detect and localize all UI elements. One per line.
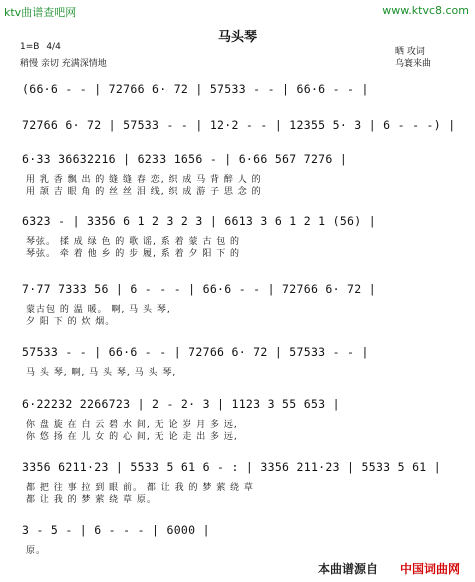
music-line: 72766 6· 72 | 57533 - - | 12·2 - - | 12355 5· 3 | 6 - - -) | [22, 118, 456, 132]
lyricist: 晒 攻词 [395, 47, 425, 57]
lyric-line: 你 悠 扬 在 儿 女 的 心 间, 无 论 走 出 多 远, [26, 432, 238, 442]
lyric-line: 都 让 我 的 梦 萦 绕 草 原。 [26, 495, 157, 505]
watermark-right: www.ktvc8.com [382, 4, 469, 17]
footer-source-site: 中国词曲网 [400, 562, 461, 576]
watermark-left: ktv曲谱查吧网 [4, 6, 77, 19]
lyric-line: 都 把 往 事 拉 到 眼 前。 都 让 我 的 梦 萦 绕 草 [26, 483, 254, 493]
music-line: 6·22232 2266723 | 2 - 2· 3 | 1123 3 55 653 | [22, 397, 340, 411]
lyric-line: 马 头 琴, 啊, 马 头 琴, 马 头 琴, [26, 368, 177, 378]
music-line: 6·33 36632216 | 6233 1656 - | 6·66 567 7276 | [22, 152, 348, 166]
key-signature [20, 42, 61, 52]
lyric-line: 琴弦。 牵 着 他 乡 的 步 履, 系 着 夕 阳 下 的 [26, 249, 241, 259]
music-line: 57533 - - | 66·6 - - | 72766 6· 72 | 57533 - - | [22, 345, 369, 359]
lyric-line: 用 颉 吉 眼 角 的 丝 丝 泪 线, 织 成 游 子 思 念 的 [26, 187, 262, 197]
lyric-line: 原。 [26, 546, 47, 556]
lyric-line: 你 盘 旋 在 白 云 碧 水 间, 无 论 岁 月 多 远, [26, 420, 238, 430]
music-line: 3356 6211·23 | 5533 5 61 6 - : | 3356 211·23 | 5533 5 61 | [22, 460, 441, 474]
lyric-line: 蒙古包 的 温 暖。 啊, 马 头 琴, [26, 305, 171, 315]
music-line: (66·6 - - | 72766 6· 72 | 57533 - - | 66·6 - - | [22, 82, 369, 96]
footer-source-label: 本曲谱源自 [318, 562, 379, 576]
lyric-line: 琴弦。 揉 成 绿 色 的 歌 谣, 系 着 蒙 古 包 的 [26, 237, 241, 247]
song-title: 马头琴 [217, 30, 257, 45]
composer: 乌寰来曲 [395, 59, 432, 69]
music-line: 3 - 5 - | 6 - - - | 6000 | [22, 523, 210, 537]
lyric-line: 夕 阳 下 的 炊 烟。 [26, 317, 116, 327]
music-line: 6323 - | 3356 6 1 2 3 2 3 | 6613 3 6 1 2 1 (56) | [22, 214, 376, 228]
key-text: 1=B [20, 42, 40, 52]
tempo-marking: 稍慢 亲切 充满深情地 [20, 59, 107, 69]
lyric-line: 用 乳 香 飘 出 的 缝 缝 春 恋, 织 成 马 背 醉 人 的 [26, 175, 262, 185]
time-signature: 4/4 [46, 42, 61, 52]
music-line: 7·77 7333 56 | 6 - - - | 66·6 - - | 72766 6· 72 | [22, 282, 376, 296]
